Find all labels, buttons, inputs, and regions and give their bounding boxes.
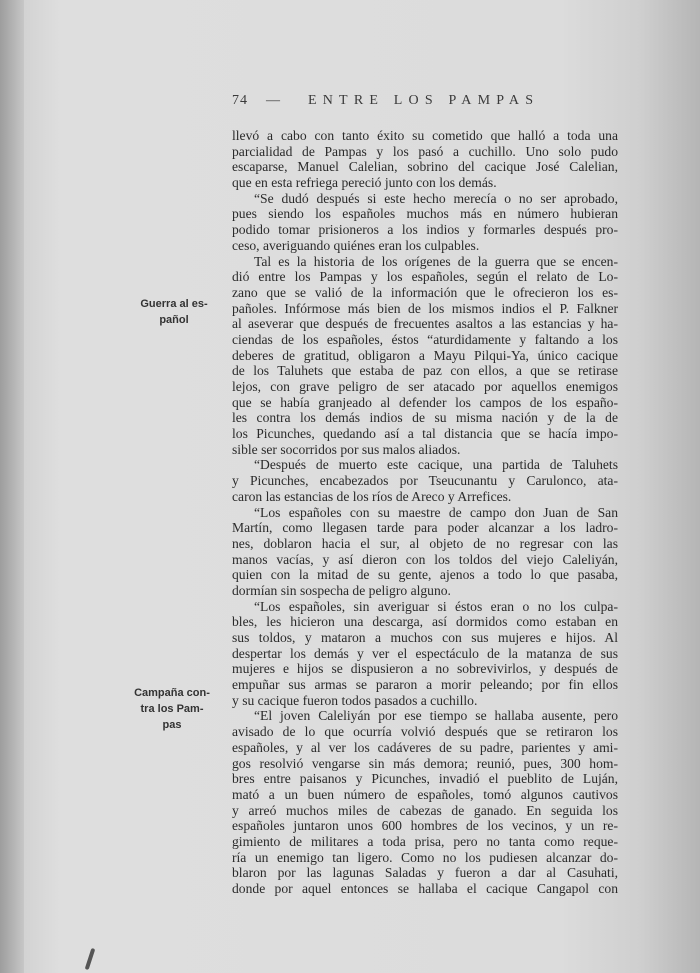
text-line: los Picunches, quedando así a tal distancia que se hacía impo-: [232, 426, 618, 442]
text-line: “Los españoles, sin averiguar si éstos eran o no los culpa-: [254, 598, 618, 614]
pen-mark: [85, 948, 96, 970]
text-line: llevó a cabo con tanto éxito su cometido que halló a toda una: [232, 128, 618, 143]
text-line: de los Taluhets que estaba de paz con ellos, a que se retirase: [232, 363, 618, 379]
text-line: despertar los demás y ver el espectáculo de la matanza de sus: [232, 645, 618, 661]
text-line: mujeres e hijos se dispusieron a no sobrevivirlos, y después de: [232, 661, 618, 677]
text-line: les contra los demás indios de su misma nación y de la de: [232, 410, 618, 426]
body-text: [232, 128, 618, 897]
text-line: al aseverar que después de frecuentes asaltos a las estancias y ha-: [232, 316, 618, 332]
text-line: ceso, averiguando quiénes eran los culpables.: [232, 237, 480, 253]
running-title: ENTRE LOS PAMPAS: [308, 93, 540, 108]
text-line: “Los españoles con su maestre de campo don Juan de San: [254, 504, 618, 520]
text-line: gimiento de militares a toda prisa, pero no tanta como reque-: [232, 833, 618, 849]
text-line: ría un enemigo tan ligero. Como no los pudiesen alcanzar do-: [232, 849, 618, 865]
text-line: blaron por las lagunas Saladas y fueron a dar al Casuhati,: [232, 865, 618, 881]
text-line: “Después de muerto este cacique, una partida de Taluhets: [254, 457, 618, 473]
text-line: gos resolvió vengarse sin más demora; reunió, pues, 300 hom-: [232, 755, 618, 771]
text-line: pañoles. Infórmose más bien de los mismos indios el P. Falkner: [232, 300, 618, 316]
text-line: nes, doblaron hacia el sur, al objeto de no regresar con las: [232, 535, 618, 551]
text-line: españoles juntaron unos 600 hombres de los vecinos, y un re-: [232, 818, 618, 834]
sidenote-line: pañol: [159, 314, 189, 326]
text-line: y su cacique fueron todos pasados a cuchillo.: [232, 692, 478, 708]
text-line: españoles, y al ver los cadáveres de su padre, parientes y ami-: [232, 739, 618, 755]
page-number: 74: [232, 93, 248, 108]
text-line: caron las estancias de los ríos de Areco y Arrefices.: [232, 488, 512, 504]
sidenote-line: tra los Pam-: [140, 703, 204, 715]
text-line: pues siendo los españoles muchos más en número hubieran: [232, 206, 618, 222]
text-line: que se había granjeado al defender los campos de los españo-: [232, 394, 618, 410]
text-line: bres entre paisanos y Picunches, invadió el pueblito de Luján,: [232, 771, 618, 787]
sidenote-line: Campaña con-: [134, 687, 210, 699]
text-line: manos vacías, y así dieron con los toldos del viejo Caleliyán,: [232, 551, 618, 567]
page-gutter: [0, 0, 24, 973]
text-line: Martín, como llegasen tarde para poder alcanzar a los ladro-: [232, 520, 618, 536]
text-line: parcialidad de Pampas y los pasó a cuchillo. Uno solo pudo: [232, 143, 618, 159]
text-line: escaparse, Manuel Calelian, sobrino del cacique José Calelian,: [232, 159, 618, 175]
text-line: “El joven Caleliyán por ese tiempo se hallaba ausente, pero: [254, 708, 618, 724]
text-line: sus toldos, y mataron a muchos con sus mujeres e hijos. Al: [232, 630, 618, 645]
text-line: sible ser socorridos por sus malos aliados.: [232, 441, 461, 457]
sidenote-guerra: [128, 296, 220, 328]
header-separator: —: [266, 93, 280, 108]
sidenote-line: pas: [162, 719, 182, 731]
text-line: y arreó muchos miles de cabezas de ganado. En seguida los: [232, 802, 618, 818]
text-line: mató a un buen número de españoles, tomó algunos cautivos: [232, 786, 618, 802]
text-line: ciendas de los españoles, éstos “aturdidamente y faltando a los: [232, 331, 618, 347]
sidenote-line: Guerra al es-: [140, 298, 208, 310]
running-head: [232, 93, 622, 109]
sidenote-campana: [124, 685, 220, 733]
text-line: zano que se valió de la información que le ofrecieron los es-: [232, 284, 618, 300]
text-line: dormían sin sospecha de peligro alguno.: [232, 582, 451, 598]
text-line: que en esta refriega pereció junto con los demás.: [232, 175, 497, 191]
text-line: bles, les hicieron una descarga, así dormidos como estaban en: [232, 614, 618, 630]
text-line: quien con la mitad de su gente, ajenos a todo lo que pasaba,: [232, 567, 618, 583]
text-line: podido tomar prisioneros a los indios y formarles después pro-: [232, 222, 618, 238]
text-line: y Picunches, encabezados por Tseucunantu y Carulonco, ata-: [232, 473, 618, 489]
text-line: empuñar sus armas se pararon a morir peleando; por fin ellos: [232, 677, 618, 693]
text-line: Tal es la historia de los orígenes de la guerra que se encen-: [254, 253, 618, 269]
text-line: lejos, con grave peligro de ser atacado por aquellos enemigos: [232, 379, 618, 394]
text-line: deberes de gratitud, obligaron a Mayu Pilqui-Ya, único cacique: [232, 347, 618, 363]
text-line: avisado de lo que ocurría volvió después que se retiraron los: [232, 724, 618, 740]
text-line: “Se dudó después si este hecho merecía o no ser aprobado,: [254, 190, 618, 206]
text-line: donde por aquel entonces se hallaba el cacique Cangapol con: [232, 881, 618, 896]
text-line: dió entre los Pampas y los españoles, según el relato de Lo-: [232, 269, 618, 285]
